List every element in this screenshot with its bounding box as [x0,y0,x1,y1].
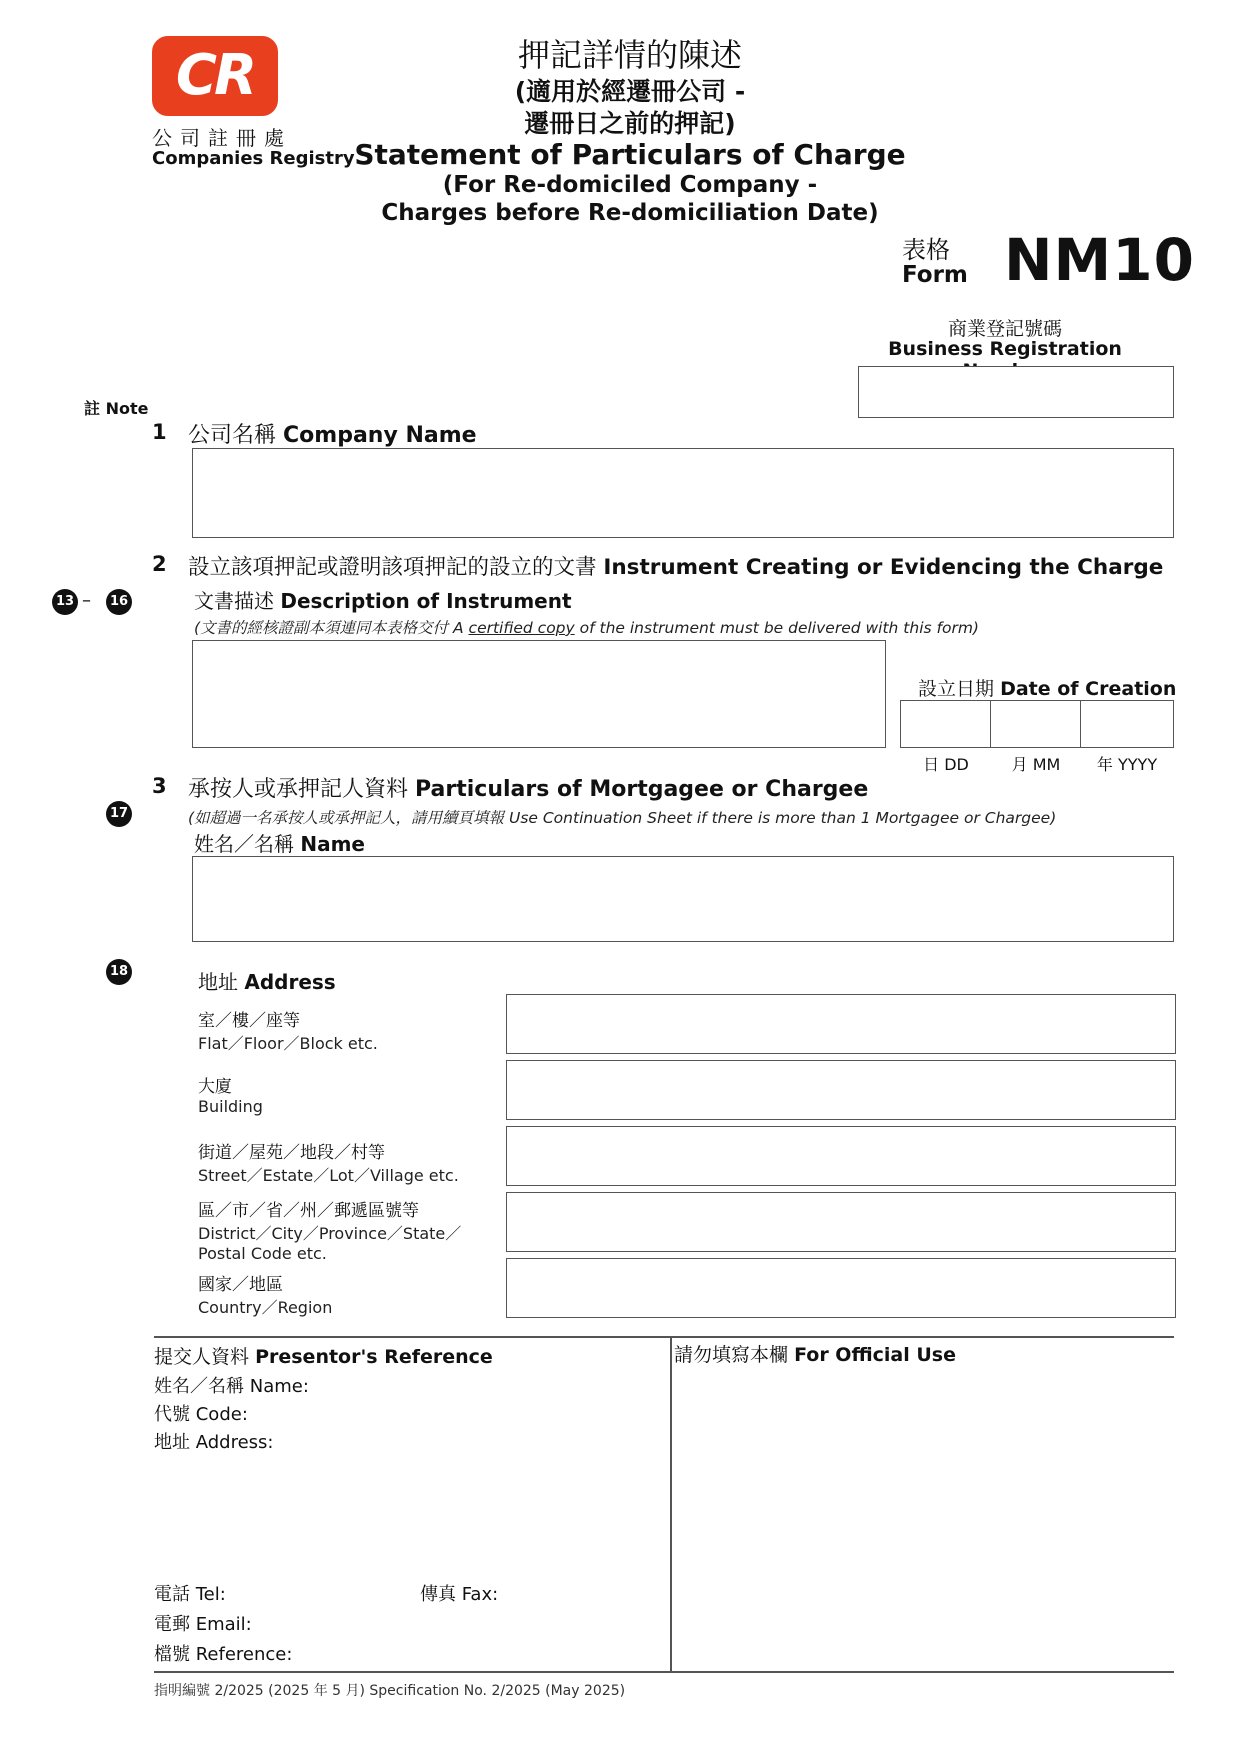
presentor-fax-label-zh: 傳真 [420,1584,456,1605]
presentor-code-label-en: Code: [195,1404,248,1425]
presentor-code-label-zh: 代號 [154,1404,190,1425]
presentor-email-label-zh: 電郵 [154,1614,190,1635]
address-district-label-en: District／City／Province／State／Postal Code etc. [198,1224,462,1263]
date-dd-label: 日 DD [923,755,969,774]
address-row-label-flat [198,1006,498,1054]
address-row-label-building [198,1072,498,1116]
address-street-label-en: Street／Estate／Lot／Village etc. [198,1166,459,1185]
instrument-description-field[interactable] [192,640,886,748]
title-zh-sub2: 遷冊日之前的押記) [524,109,736,138]
form-label-zh: 表格 [902,236,950,264]
description-label-zh: 文書描述 [194,589,274,613]
section3-label-en: Particulars of Mortgagee or Chargee [415,777,869,802]
presentor-reference-label-zh: 檔號 [154,1644,190,1665]
presentor-fax-label-en: Fax: [461,1584,499,1605]
presentor-name-row[interactable] [154,1372,309,1398]
address-flat-field[interactable] [506,994,1176,1054]
address-street-field[interactable] [506,1126,1176,1186]
presentor-email-row[interactable] [154,1610,252,1636]
title-zh-sub1: (適用於經遷冊公司 - [514,77,746,106]
address-district-field[interactable] [506,1192,1176,1252]
cr-logo [152,36,278,116]
description-hint-post: of the instrument must be delivered with this form) [579,619,979,637]
date-yyyy-label: 年 YYYY [1096,755,1158,774]
presentor-heading-zh: 提交人資料 [154,1346,250,1368]
presentor-address-row[interactable] [154,1428,273,1454]
section3-number: 3 [152,774,167,798]
presentor-heading [154,1342,493,1369]
date-mm-field[interactable] [990,700,1082,748]
address-flat-label-zh: 室／樓／座等 [198,1011,300,1031]
section3-hint: (如超過一名承按人或承押記人，請用續頁填報 Use Continuation Sheet if there is more than 1 Mortgagee or Chargee) [188,809,1057,827]
official-use-heading [674,1340,956,1367]
presentor-tel-row[interactable] [154,1580,226,1606]
title-en: Statement of Particulars of Charge [354,138,906,171]
mortgagee-name-label-en: Name [300,832,365,856]
brn-label-zh: 商業登記號碼 [947,318,1062,340]
description-heading [194,585,572,614]
address-row-label-country [198,1270,498,1318]
company-name-field[interactable] [192,448,1174,538]
presentor-address-label-en: Address: [195,1432,274,1453]
presentor-name-label-zh: 姓名／名稱 [154,1376,244,1397]
title-en-sub2: Charges before Re-domiciliation Date) [381,200,879,226]
address-heading [198,966,336,995]
presentor-divider [670,1336,672,1672]
description-hint-pre: A [453,619,464,637]
presentor-tel-label-en: Tel: [195,1584,226,1605]
note-ref-16[interactable]: 16 [106,589,132,615]
section2-label-en: Instrument Creating or Evidencing the Charge [603,555,1164,580]
address-row-label-district [198,1196,498,1263]
form-number: NM10 [1004,226,1195,294]
title-en-sub1: (For Re-domiciled Company - [442,172,818,198]
registry-name-zh: 公司註冊處 [152,126,292,150]
section2-heading [188,550,1163,581]
presentor-address-label-zh: 地址 [154,1432,190,1453]
section1-heading [188,418,477,449]
note-column-label: 註 Note [84,399,149,418]
address-building-label-en: Building [198,1097,263,1116]
section1-number: 1 [152,420,167,444]
presentor-heading-en: Presentor's Reference [255,1346,493,1368]
date-label-en: Date of Creation [1000,678,1177,700]
address-label-zh: 地址 [198,970,238,994]
address-street-label-zh: 街道／屋苑／地段／村等 [198,1143,385,1163]
presentor-top-rule [154,1336,1174,1338]
form-label-en: Form [902,262,968,288]
specification-footer: 指明編號 2/2025 (2025 年 5 月) Specification No. 2/2025 (May 2025) [154,1683,626,1699]
presentor-email-label-en: Email: [195,1614,252,1635]
presentor-reference-row[interactable] [154,1640,292,1666]
address-label-en: Address [244,970,336,994]
address-building-label-zh: 大廈 [198,1077,232,1097]
section2-label-zh: 設立該項押記或證明該項押記的設立的文書 [188,555,597,580]
note-ref-17[interactable]: 17 [106,801,132,827]
certified-copy-link[interactable]: certified copy [468,619,575,637]
section3-label-zh: 承按人或承押記人資料 [188,777,409,802]
address-flat-label-en: Flat／Floor／Block etc. [198,1034,378,1053]
date-yyyy-field[interactable] [1080,700,1174,748]
address-country-label-zh: 國家／地區 [198,1275,283,1295]
brn-label-en: Business Registration [888,338,1122,360]
note-ref-13[interactable]: 13 [52,589,78,615]
brn-field[interactable] [858,366,1174,418]
cr-logo-text: CR [162,46,268,106]
address-building-field[interactable] [506,1060,1176,1120]
note-ref-18[interactable]: 18 [106,959,132,985]
description-hint [194,616,979,638]
presentor-tel-label-zh: 電話 [154,1584,190,1605]
description-hint-zh: (文書的經核證副本須連同本表格交付 [194,619,449,637]
registry-name-en: Companies Registry [152,148,355,169]
date-label-zh: 設立日期 [918,678,995,700]
date-mm-label: 月 MM [1011,755,1061,774]
section2-number: 2 [152,552,167,576]
presentor-code-row[interactable] [154,1400,248,1426]
mortgagee-name-field[interactable] [192,856,1174,942]
presentor-bottom-rule [154,1671,1174,1673]
presentor-name-label-en: Name: [249,1376,309,1397]
presentor-fax-row[interactable] [420,1580,498,1606]
section1-label-zh: 公司名稱 [188,423,277,448]
section3-heading [188,772,868,803]
address-row-label-street [198,1138,498,1186]
title-zh: 押記詳情的陳述 [517,36,742,74]
presentor-reference-label-en: Reference: [195,1644,293,1665]
mortgagee-name-heading [194,828,365,857]
mortgagee-name-label-zh: 姓名／名稱 [194,832,294,856]
address-country-label-en: Country／Region [198,1298,333,1317]
note-range-dash: – [82,590,91,611]
official-use-heading-zh: 請勿填寫本欄 [674,1344,789,1366]
section1-label-en: Company Name [283,423,477,448]
date-of-creation-heading [918,674,1176,701]
description-label-en: Description of Instrument [280,589,572,613]
official-use-heading-en: For Official Use [794,1344,956,1366]
address-district-label-zh: 區／市／省／州／郵遞區號等 [198,1201,419,1221]
date-dd-field[interactable] [900,700,992,748]
address-country-field[interactable] [506,1258,1176,1318]
